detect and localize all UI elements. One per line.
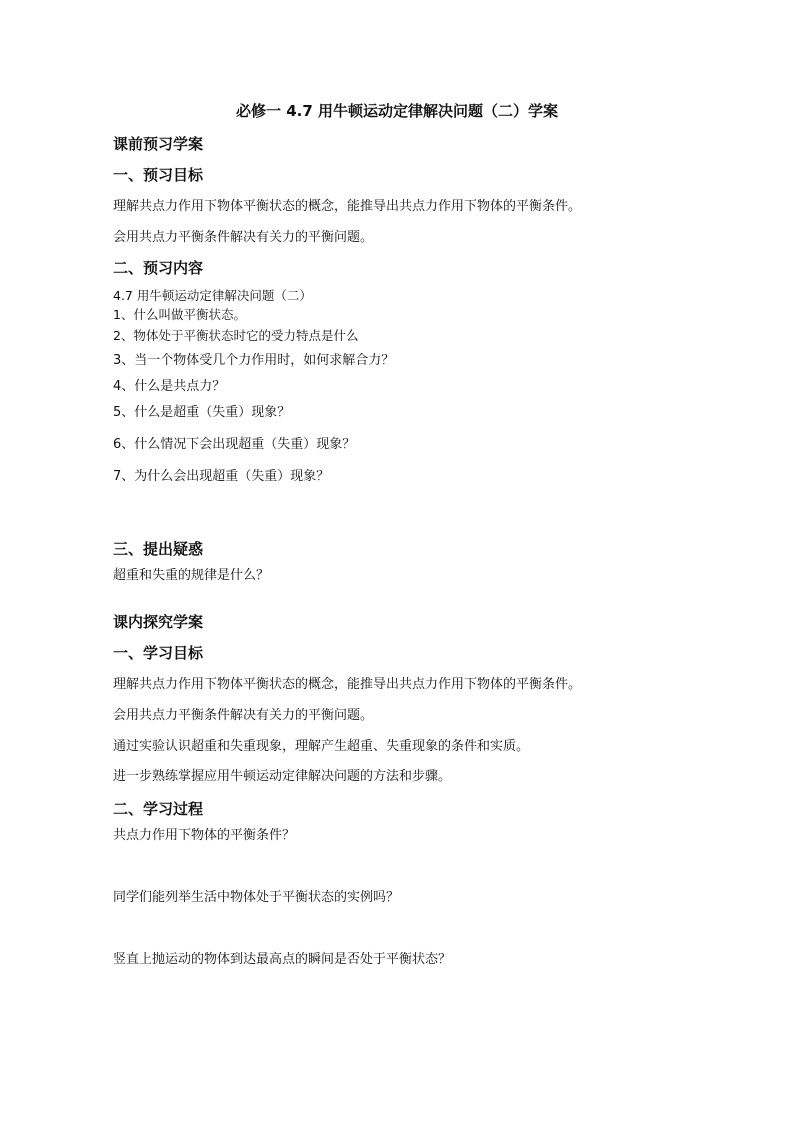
learning-objective-item: 进一步熟练掌握应用牛顿运动定律解决问题的方法和步骤。	[113, 769, 452, 784]
document-title: 必修一 4.7 用牛顿运动定律解决问题（二）学案	[235, 102, 559, 120]
preview-objective-item: 会用共点力平衡条件解决有关力的平衡问题。	[113, 230, 374, 245]
learning-objective-item: 理解共点力作用下物体平衡状态的概念，能推导出共点力作用下物体的平衡条件。	[113, 677, 582, 692]
process-question: 共点力作用下物体的平衡条件？	[113, 828, 296, 843]
learning-objective-item: 通过实验认识超重和失重现象，理解产生超重、失重现象的条件和实质。	[113, 739, 530, 754]
process-question: 竖直上抛运动的物体到达最高点的瞬间是否处于平衡状态？	[113, 952, 452, 967]
doubts-heading: 三、提出疑惑	[113, 540, 204, 558]
process-question: 同学们能列举生活中物体处于平衡状态的实例吗？	[113, 890, 400, 905]
preview-question: 7、为什么会出现超重（失重）现象？	[113, 469, 330, 484]
preview-content-heading: 二、预习内容	[113, 259, 204, 277]
preview-content-subtitle: 4.7 用牛顿运动定律解决问题（二）	[113, 288, 312, 303]
learning-objectives-heading: 一、学习目标	[113, 644, 204, 662]
learning-objective-item: 会用共点力平衡条件解决有关力的平衡问题。	[113, 708, 374, 723]
in-class-heading: 课内探究学案	[113, 613, 204, 631]
pre-class-heading: 课前预习学案	[113, 135, 204, 153]
preview-question: 6、什么情况下会出现超重（失重）现象？	[113, 437, 356, 452]
preview-objective-item: 理解共点力作用下物体平衡状态的概念，能推导出共点力作用下物体的平衡条件。	[113, 199, 582, 214]
preview-question: 5、什么是超重（失重）现象？	[113, 405, 291, 420]
preview-question: 1、什么叫做平衡状态。	[113, 307, 246, 322]
doubts-text: 超重和失重的规律是什么？	[113, 568, 270, 583]
preview-objectives-heading: 一、预习目标	[113, 166, 204, 184]
learning-process-heading: 二、学习过程	[113, 800, 204, 818]
preview-question: 3、当一个物体受几个力作用时，如何求解合力？	[113, 353, 395, 368]
preview-question: 4、什么是共点力？	[113, 379, 226, 394]
preview-question: 2、物体处于平衡状态时它的受力特点是什么	[113, 328, 359, 343]
